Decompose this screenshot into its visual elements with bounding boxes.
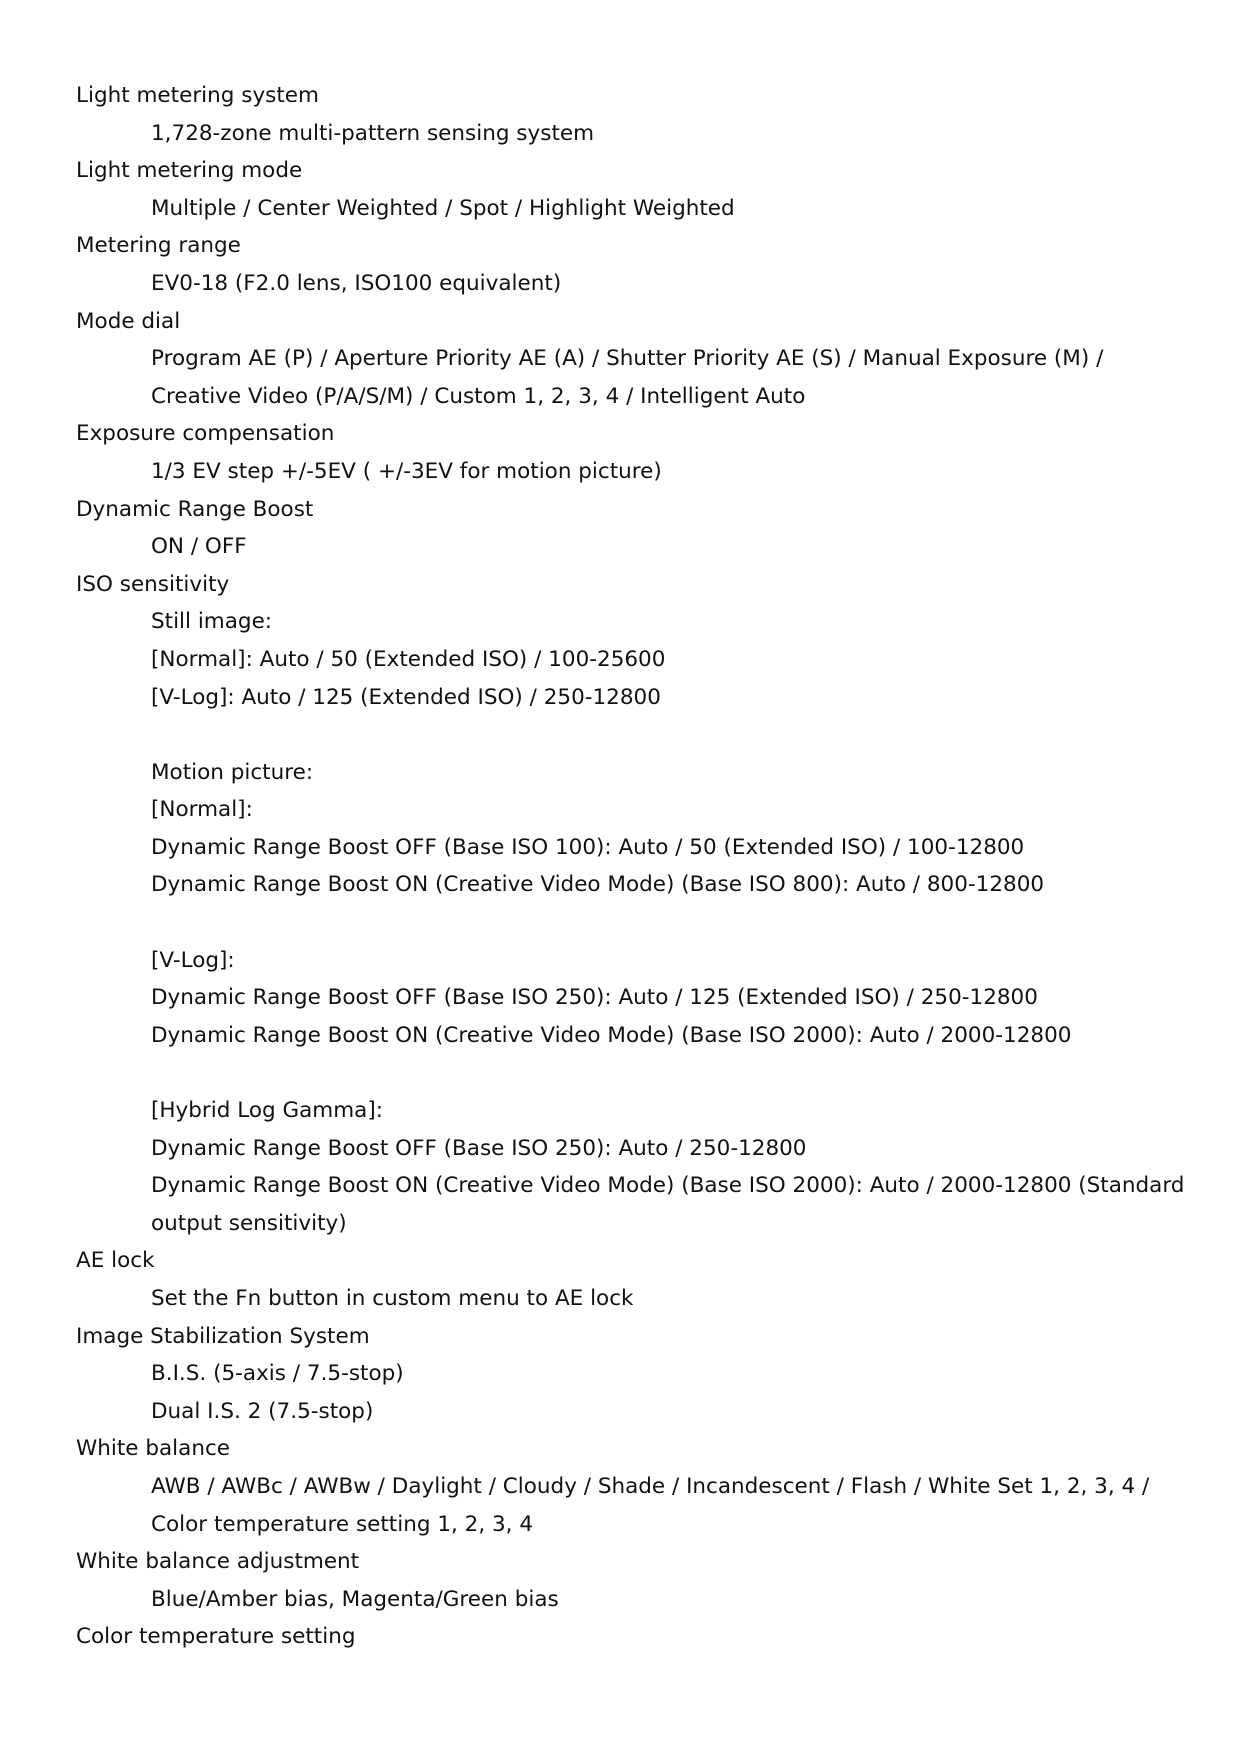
- spec-value: [Normal]:: [151, 797, 253, 823]
- spec-label: Mode dial: [76, 308, 181, 334]
- spec-value: Program AE (P) / Aperture Priority AE (A) / Shutter Priority AE (S) / Manual Exposure (M) /: [151, 346, 1104, 372]
- spacer: [76, 904, 1186, 942]
- spec-label: Light metering system: [76, 83, 319, 108]
- spec-label: Metering range: [76, 233, 241, 259]
- spec-value: [Normal]: Auto / 50 (Extended ISO) / 100-25600: [151, 646, 666, 672]
- spec-label: White balance adjustment: [76, 1549, 360, 1575]
- spec-label: Dynamic Range Boost: [76, 496, 314, 522]
- spec-value: [V-Log]:: [151, 947, 235, 973]
- spec-value: Dynamic Range Boost OFF (Base ISO 100): Auto / 50 (Extended ISO) / 100-12800: [151, 834, 1025, 860]
- spec-value: [Hybrid Log Gamma]:: [151, 1098, 383, 1124]
- spec-label: Image Stabilization System: [76, 1323, 370, 1349]
- spec-value: Motion picture:: [151, 759, 314, 785]
- spec-value: EV0-18 (F2.0 lens, ISO100 equivalent): [151, 270, 562, 296]
- spec-label: Light metering mode: [76, 158, 303, 184]
- spec-value: 1,728-zone multi-pattern sensing system: [151, 120, 595, 146]
- spec-value: Blue/Amber bias, Magenta/Green bias: [151, 1586, 559, 1612]
- spec-label: AE lock: [76, 1248, 155, 1274]
- spec-value: Dual I.S. 2 (7.5-stop): [151, 1398, 374, 1424]
- spec-value: Dynamic Range Boost ON (Creative Video Mode) (Base ISO 2000): Auto / 2000-12800 (Standard: [151, 1173, 1185, 1199]
- spec-label: Color temperature setting: [76, 1624, 356, 1650]
- spec-value: Multiple / Center Weighted / Spot / Highlight Weighted: [151, 195, 735, 221]
- spec-value: Dynamic Range Boost OFF (Base ISO 250): Auto / 250-12800: [151, 1135, 807, 1161]
- spec-value: Dynamic Range Boost OFF (Base ISO 250): Auto / 125 (Extended ISO) / 250-12800: [151, 985, 1038, 1011]
- spec-label: Exposure compensation: [76, 421, 335, 447]
- spec-document: [76, 77, 1186, 1656]
- spec-value: Dynamic Range Boost ON (Creative Video Mode) (Base ISO 800): Auto / 800-12800: [151, 872, 1045, 898]
- spec-value: output sensitivity): [151, 1210, 347, 1236]
- spec-value: Set the Fn button in custom menu to AE lock: [151, 1286, 634, 1311]
- spec-value: Dynamic Range Boost ON (Creative Video Mode) (Base ISO 2000): Auto / 2000-12800: [151, 1022, 1072, 1048]
- spec-value: [V-Log]: Auto / 125 (Extended ISO) / 250-12800: [151, 684, 661, 710]
- spec-value: Creative Video (P/A/S/M) / Custom 1, 2, 3, 4 / Intelligent Auto: [151, 383, 806, 409]
- spec-value: Color temperature setting 1, 2, 3, 4: [151, 1511, 534, 1537]
- spec-value: Still image:: [151, 609, 273, 635]
- spacer: [76, 716, 1186, 754]
- spec-label: ISO sensitivity: [76, 571, 230, 597]
- spec-value: 1/3 EV step +/-5EV ( +/-3EV for motion picture): [151, 458, 662, 484]
- spec-label: White balance: [76, 1436, 230, 1462]
- spec-value: ON / OFF: [151, 534, 247, 560]
- spec-value: B.I.S. (5-axis / 7.5-stop): [151, 1361, 404, 1387]
- spec-value: AWB / AWBc / AWBw / Daylight / Cloudy / Shade / Incandescent / Flash / White Set 1, 2, 3, 4 /: [151, 1473, 1150, 1499]
- spacer: [76, 1054, 1186, 1092]
